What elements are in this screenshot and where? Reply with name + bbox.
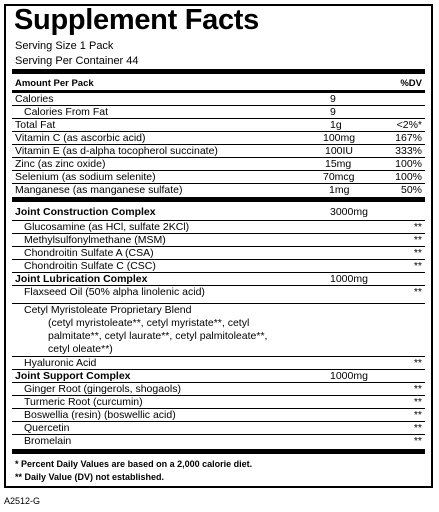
ingredient-row: Chondroitin Sulfate A (CSA) ** [12,246,425,259]
ingredient-row: Ginger Root (gingerols, shogaols) ** [12,382,425,395]
footnote-dv-not-established: ** Daily Value (DV) not established. [15,472,165,482]
ingredient-row: Quercetin ** [12,421,425,434]
nutrient-row: Manganese (as manganese sulfate) 1mg 50% [12,183,425,196]
nutrient-row: Zinc (as zinc oxide) 15mg 100% [12,157,425,170]
ingredient-row: Boswellia (resin) (boswellic acid) ** [12,408,425,421]
supplement-facts-panel [4,4,433,488]
nutrient-row: Calories 9 [15,93,336,105]
blend-line: cetyl oleate**) [48,343,113,355]
ingredient-row: Turmeric Root (curcumin) ** [12,395,425,408]
nutrient-row: Selenium (as sodium selenite) 70mcg 100% [12,170,425,183]
nutrient-row: Total Fat 1g <2%* [12,118,425,131]
ingredient-row: Flaxseed Oil (50% alpha linolenic acid) ** [12,285,425,298]
divider-thick [12,449,425,454]
section-joint-support: Joint Support Complex 1000mg [12,369,425,382]
nutrient-row: Vitamin C (as ascorbic acid) 100mg 167% [12,131,425,144]
blend-line: (cetyl myristoleate**, cetyl myristate**, cetyl [48,317,250,329]
ingredient-row: Glucosamine (as HCl, sulfate 2KCl) ** [12,220,425,233]
ingredient-row: Chondroitin Sulfate C (CSC) ** [12,259,425,272]
footnote-percent-dv: * Percent Daily Values are based on a 2,000 calorie diet. [15,459,253,469]
section-joint-construction: Joint Construction Complex 3000mg [15,206,368,218]
divider-thick [12,197,425,202]
ingredient-row: Methylsulfonylmethane (MSM) ** [12,233,425,246]
ingredient-row: Bromelain ** [12,434,425,447]
panel-title: Supplement Facts [14,4,259,36]
blend-line: palmitate**, cetyl laurate**, cetyl palmitoleate**, [48,330,268,342]
nutrient-row: Calories From Fat 9 [12,105,425,118]
divider-thick [12,69,425,74]
dv-header: %DV [400,78,422,89]
ingredient-row: Hyaluronic Acid ** [12,356,425,369]
nutrient-row: Vitamin E (as d-alpha tocopherol succinate) 100IU 333% [12,144,425,157]
ingredient-row: Cetyl Myristoleate Proprietary Blend [12,303,425,316]
product-code: A2512-G [4,496,41,506]
section-joint-lubrication: Joint Lubrication Complex 1000mg [12,272,425,285]
serving-size: Serving Size 1 Pack [15,40,114,52]
amount-header: Amount Per Pack [15,78,94,89]
servings-per-container: Serving Per Container 44 [15,55,139,67]
